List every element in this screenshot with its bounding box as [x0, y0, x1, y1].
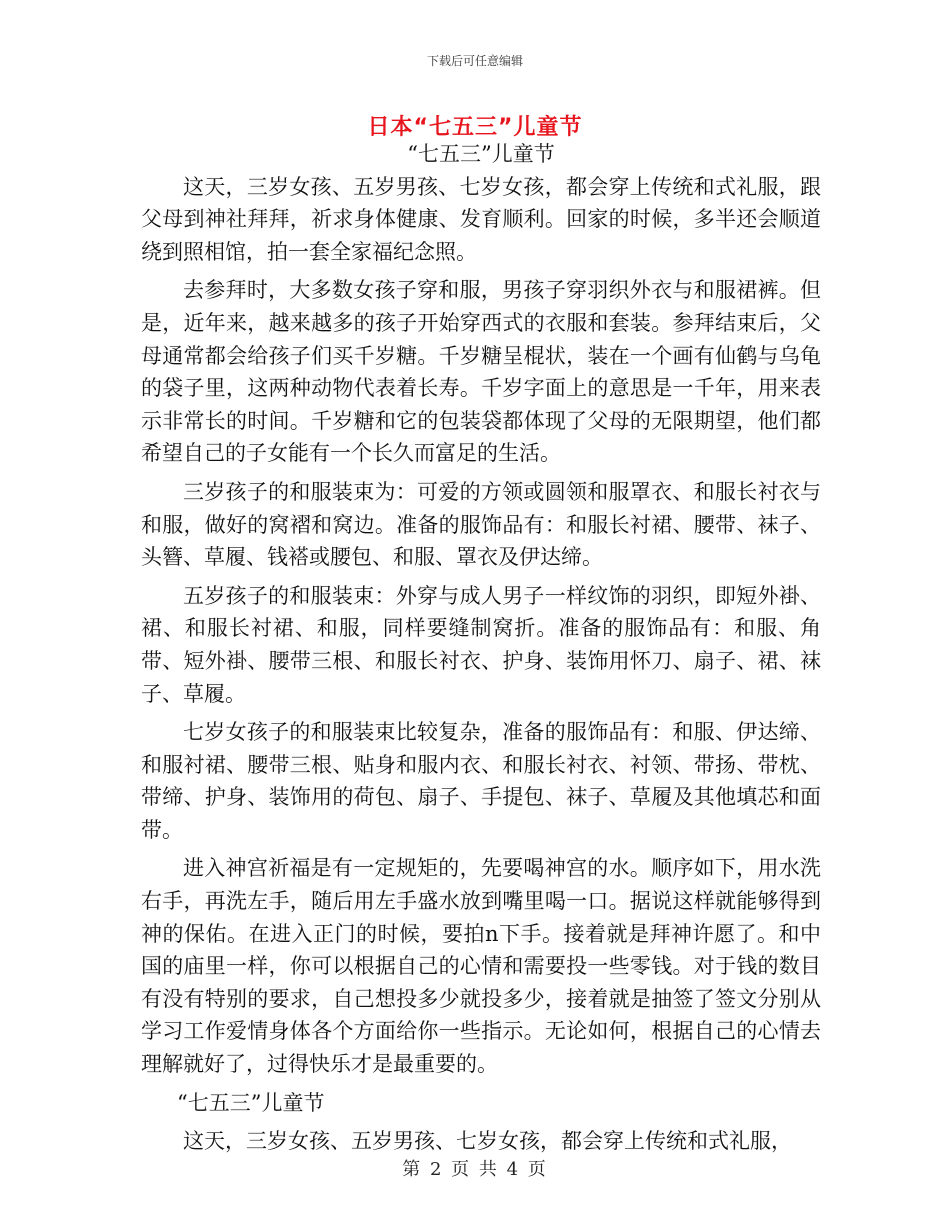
section-heading-repeat: “七五三”儿童节: [177, 1090, 325, 1115]
page-footer: 第 2 页 共 4 页: [402, 1159, 548, 1180]
section-heading: “七五三”儿童节: [407, 142, 555, 166]
paragraph-3: 三岁孩子的和服装束为：可爱的方领或圆领和服罩衣、和服长衬衣与和服，做好的窝褶和窝边。准备的服饰品有：和服长衬裙、腰带、袜子、头簪、草履、钱褡或腰包、和服、罩衣及伊达缔。: [141, 479, 821, 570]
paragraph-2: 去参拜时，大多数女孩子穿和服，男孩子穿羽织外衣与和服裙裤。但是，近年来，越来越多的孩子开始穿西式的衣服和套装。参拜结束后，父母通常都会给孩子们买千岁糖。千岁糖呈棍状，装在一个画有仙鹤与乌龟的袋子里，这两种动物代表着长寿。千岁字面上的意思是一千年，用来表示非常长的时间。千岁糖和它的包装袋都体现了父母的无限期望，他们都希望自己的子女能有一个长久而富足的生活。: [141, 278, 821, 466]
paragraph-6: 进入神宫祈福是有一定规矩的，先要喝神宫的水。顺序如下，用水洗右手，再洗左手，随后用左手盛水放到嘴里喝一口。据说这样就能够得到神的保佑。在进入正门的时候，要拍n下手。接着就是拜神许愿了。和中国的庙里一样，你可以根据自己的心情和需要投一些零钱。对于钱的数目有没有特别的要求，自己想投多少就投多少，接着就是抽签了签文分别从学习工作爱情身体各个方面给你一些指示。无论如何，根据自己的心情去理解就好了，过得快乐才是最重要的。: [141, 856, 821, 1077]
paragraph-5: 七岁女孩子的和服装束比较复杂，准备的服饰品有：和服、伊达缔、和服衬裙、腰带三根、贴身和服内衣、和服长衬衣、衬领、带扬、带枕、带缔、护身、装饰用的荷包、扇子、手提包、袜子、草履及其他填芯和面带。: [141, 720, 821, 842]
document-title: 日本“七五三”儿童节: [367, 115, 583, 140]
paragraph-7: 这天，三岁女孩、五岁男孩、七岁女孩，都会穿上传统和式礼服，: [183, 1129, 792, 1154]
page-header: 下载后可任意编辑: [426, 54, 523, 68]
paragraph-1: 这天，三岁女孩、五岁男孩、七岁女孩，都会穿上传统和式礼服，跟父母到神社拜拜，祈求身体健康、发育顺利。回家的时候，多半还会顺道绕到照相馆，拍一套全家福纪念照。: [141, 174, 821, 264]
paragraph-4: 五岁孩子的和服装束：外穿与成人男子一样纹饰的羽织，即短外褂、裙、和服长衬裙、和服，同样要缝制窝折。准备的服饰品有：和服、角带、短外褂、腰带三根、和服长衬衣、护身、装饰用怀刀、扇子、裙、袜子、草履。: [141, 583, 821, 706]
document-body: [141, 138, 821, 1158]
